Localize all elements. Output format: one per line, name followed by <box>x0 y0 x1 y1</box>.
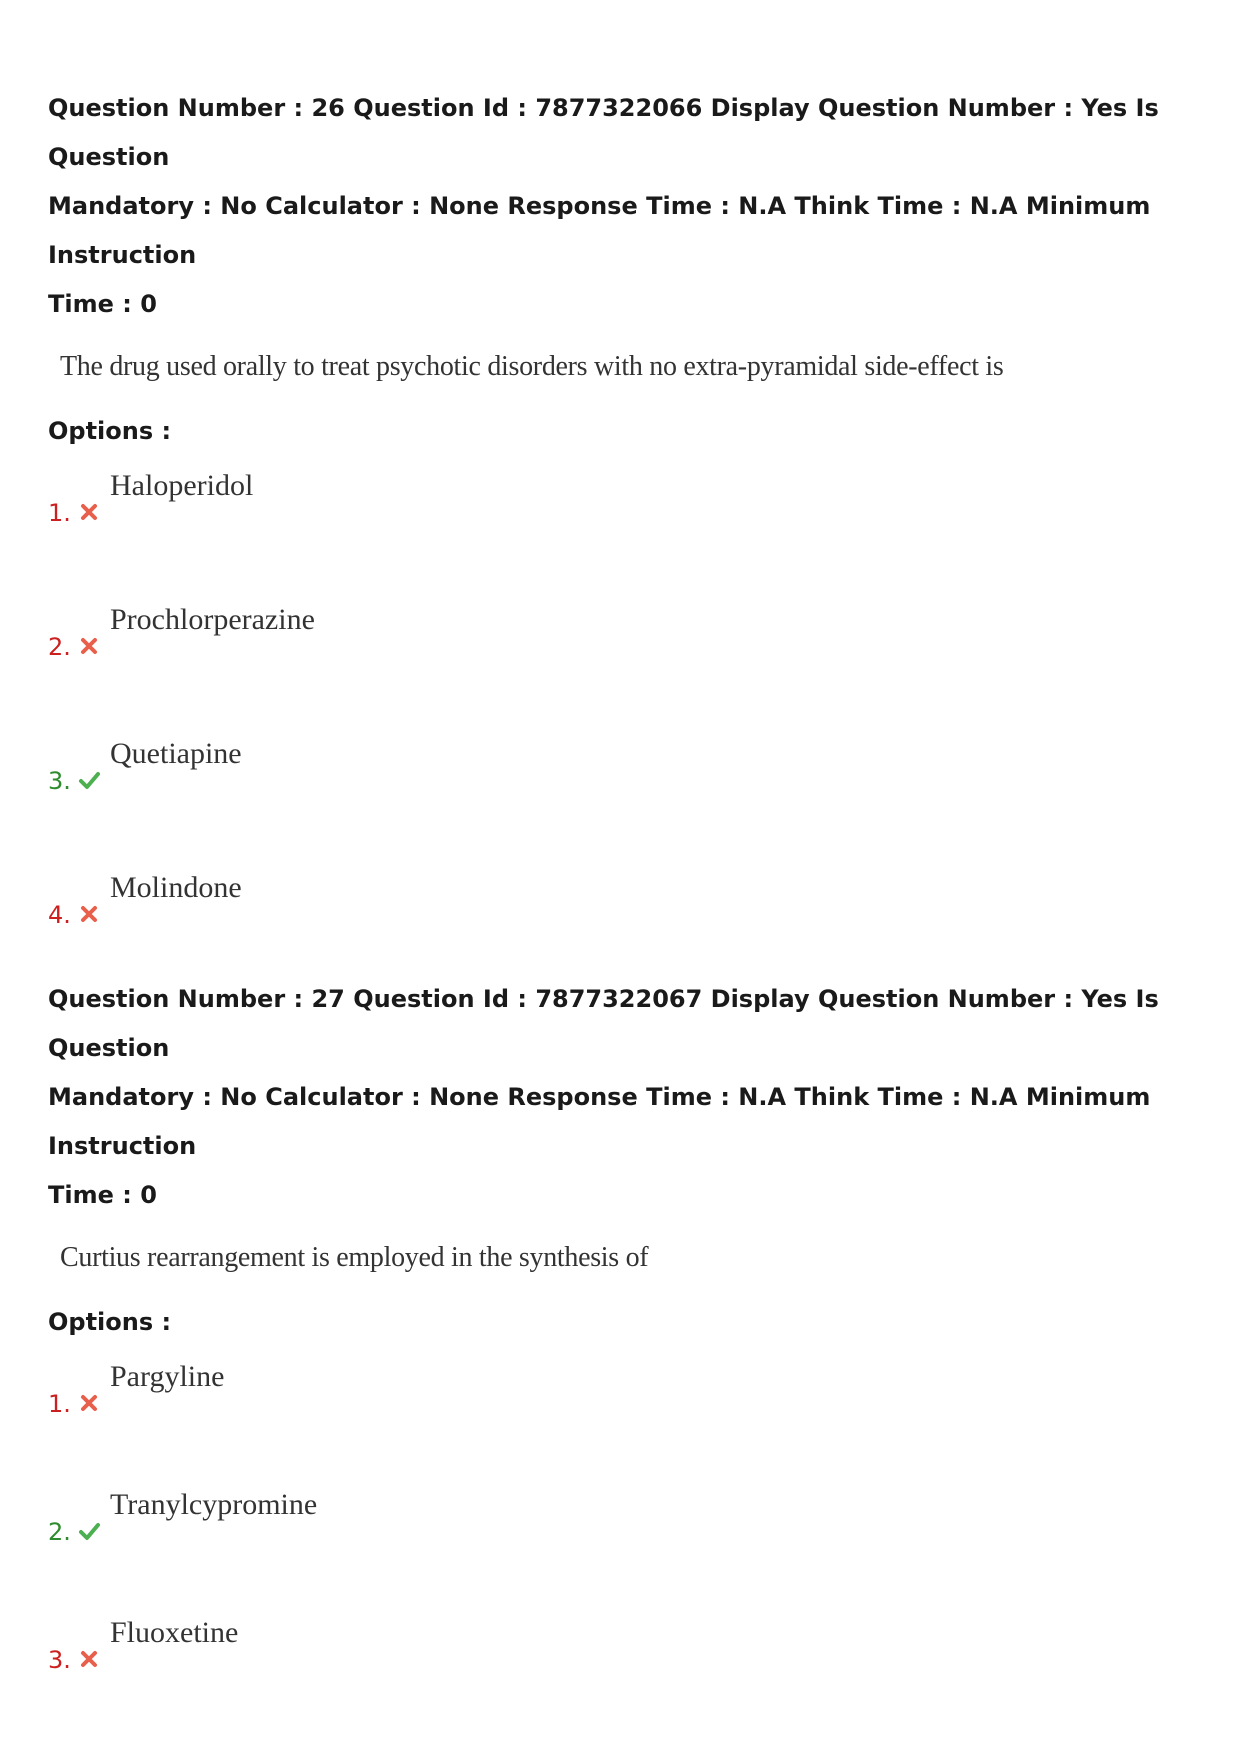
option-text: Haloperidol <box>110 469 254 502</box>
option-number: 4. <box>48 901 71 929</box>
cross-icon <box>78 1392 100 1414</box>
question-block-27 <box>48 975 1208 1732</box>
option-number: 1. <box>48 1390 71 1418</box>
check-icon <box>78 769 100 791</box>
question-stem: Curtius rearrangement is employed in the synthesis of <box>60 1242 649 1273</box>
options-label: Options : <box>48 1308 172 1336</box>
options-list <box>48 1348 1208 1732</box>
option-number: 2. <box>48 1518 71 1546</box>
option-item <box>48 725 1208 859</box>
question-block-26 <box>48 84 1208 993</box>
option-item <box>48 859 1208 993</box>
question-stem: The drug used orally to treat psychotic disorders with no extra-pyramidal side-effect is <box>60 351 1004 382</box>
option-number: 3. <box>48 767 71 795</box>
option-item <box>48 457 1208 591</box>
question-meta-line: Time : 0 <box>48 290 157 318</box>
question-meta-line: Mandatory : No Calculator : None Response Time : N.A Think Time : N.A Minimum Instruction <box>48 1083 1151 1160</box>
check-icon <box>78 1520 100 1542</box>
option-text: Quetiapine <box>110 737 242 770</box>
question-meta-line: Mandatory : No Calculator : None Response Time : N.A Think Time : N.A Minimum Instruction <box>48 192 1151 269</box>
options-list <box>48 457 1208 993</box>
question-meta-line: Question Number : 26 Question Id : 7877322066 Display Question Number : Yes Is Question <box>48 94 1159 171</box>
cross-icon <box>78 635 100 657</box>
option-item <box>48 591 1208 725</box>
option-text: Molindone <box>110 871 242 904</box>
cross-icon <box>78 1648 100 1670</box>
question-meta-line: Question Number : 27 Question Id : 7877322067 Display Question Number : Yes Is Question <box>48 985 1159 1062</box>
option-text: Pargyline <box>110 1360 225 1393</box>
option-text: Tranylcypromine <box>110 1488 318 1521</box>
options-label: Options : <box>48 417 172 445</box>
option-text: Prochlorperazine <box>110 603 315 636</box>
option-number: 3. <box>48 1646 71 1674</box>
option-item <box>48 1604 1208 1732</box>
option-item <box>48 1348 1208 1476</box>
cross-icon <box>78 501 100 523</box>
option-text: Fluoxetine <box>110 1616 239 1649</box>
question-meta-line: Time : 0 <box>48 1181 157 1209</box>
option-item <box>48 1476 1208 1604</box>
option-number: 2. <box>48 633 71 661</box>
cross-icon <box>78 903 100 925</box>
option-number: 1. <box>48 499 71 527</box>
